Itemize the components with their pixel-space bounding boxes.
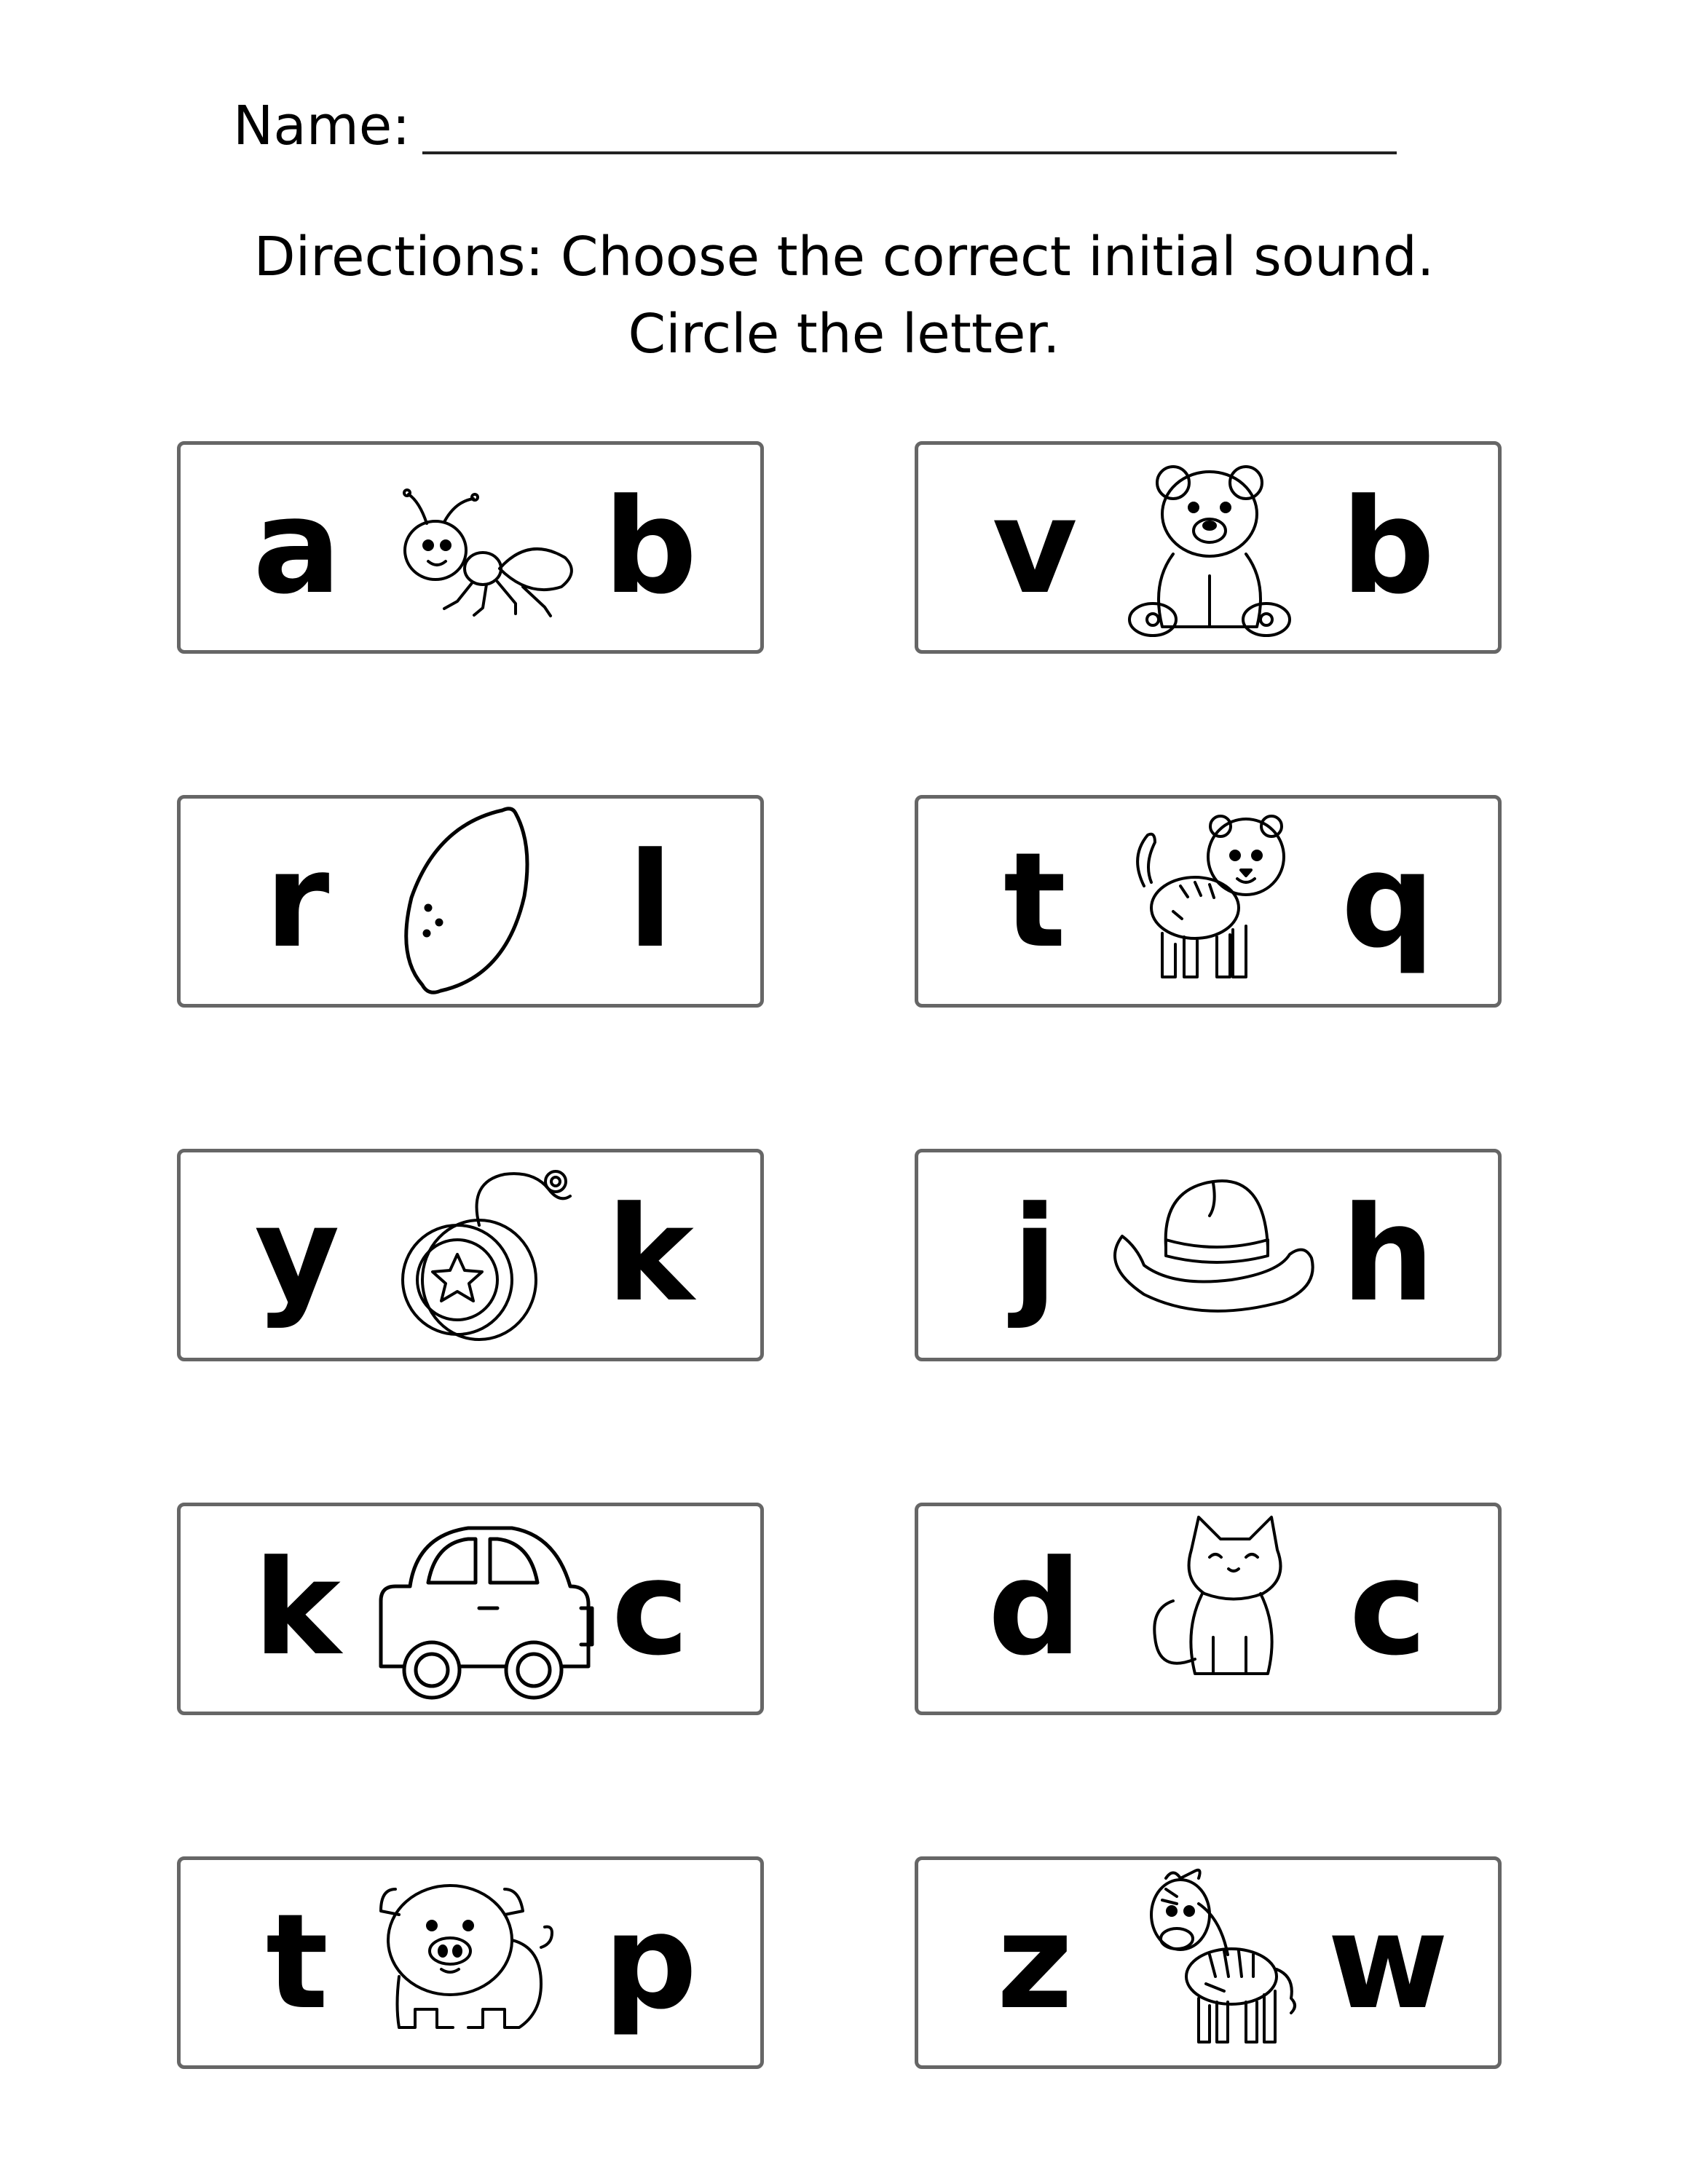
card-car [177,1503,764,1715]
card-zebra [915,1856,1502,2069]
letter-choice-left[interactable]: y [254,1179,340,1331]
letter-choice-right[interactable]: c [1349,1532,1427,1685]
name-row [233,87,1442,167]
letter-choice-right[interactable]: w [1327,1886,1449,2038]
card-hat [915,1149,1502,1361]
letter-choice-left[interactable]: v [992,471,1078,623]
letter-choice-left[interactable]: r [264,825,330,977]
pig-icon [355,1860,596,2065]
card-cat [915,1503,1502,1715]
bear-icon [1093,445,1333,650]
letter-choice-left[interactable]: z [996,1886,1073,2038]
name-input-line[interactable] [422,151,1397,154]
card-yoyo [177,1149,764,1361]
yoyo-icon [355,1152,596,1358]
tiger-icon [1093,799,1333,1004]
card-pig [177,1856,764,2069]
zebra-icon [1093,1860,1333,2065]
lemon-icon [355,799,596,1004]
directions-line-2: Circle the letter. [628,303,1060,365]
letter-choice-left[interactable]: j [1012,1179,1057,1331]
card-bear [915,441,1502,654]
letter-choice-right[interactable]: b [603,471,698,623]
letter-choice-left[interactable]: d [987,1532,1082,1685]
directions-line-1: Directions: Choose the correct initial sound. [253,226,1435,288]
cat-icon [1093,1506,1333,1712]
car-icon [355,1506,596,1712]
card-tiger [915,795,1502,1008]
letter-choice-left[interactable]: t [265,1886,329,2038]
letter-choice-right[interactable]: k [607,1179,694,1331]
letter-choice-right[interactable]: b [1341,471,1435,623]
letter-choice-right[interactable]: p [603,1886,698,2038]
letter-choice-right[interactable]: c [611,1532,690,1685]
letter-choice-right[interactable]: l [628,825,673,977]
directions [0,218,1688,373]
letter-choice-right[interactable]: h [1341,1179,1435,1331]
letter-choice-right[interactable]: q [1341,825,1435,977]
card-lemon [177,795,764,1008]
letter-choice-left[interactable]: a [253,471,342,623]
name-label: Name: [233,95,411,157]
hat-icon [1093,1152,1333,1358]
letter-choice-left[interactable]: t [1003,825,1067,977]
letter-choice-left[interactable]: k [253,1532,341,1685]
card-ant [177,441,764,654]
ant-icon [355,445,596,650]
